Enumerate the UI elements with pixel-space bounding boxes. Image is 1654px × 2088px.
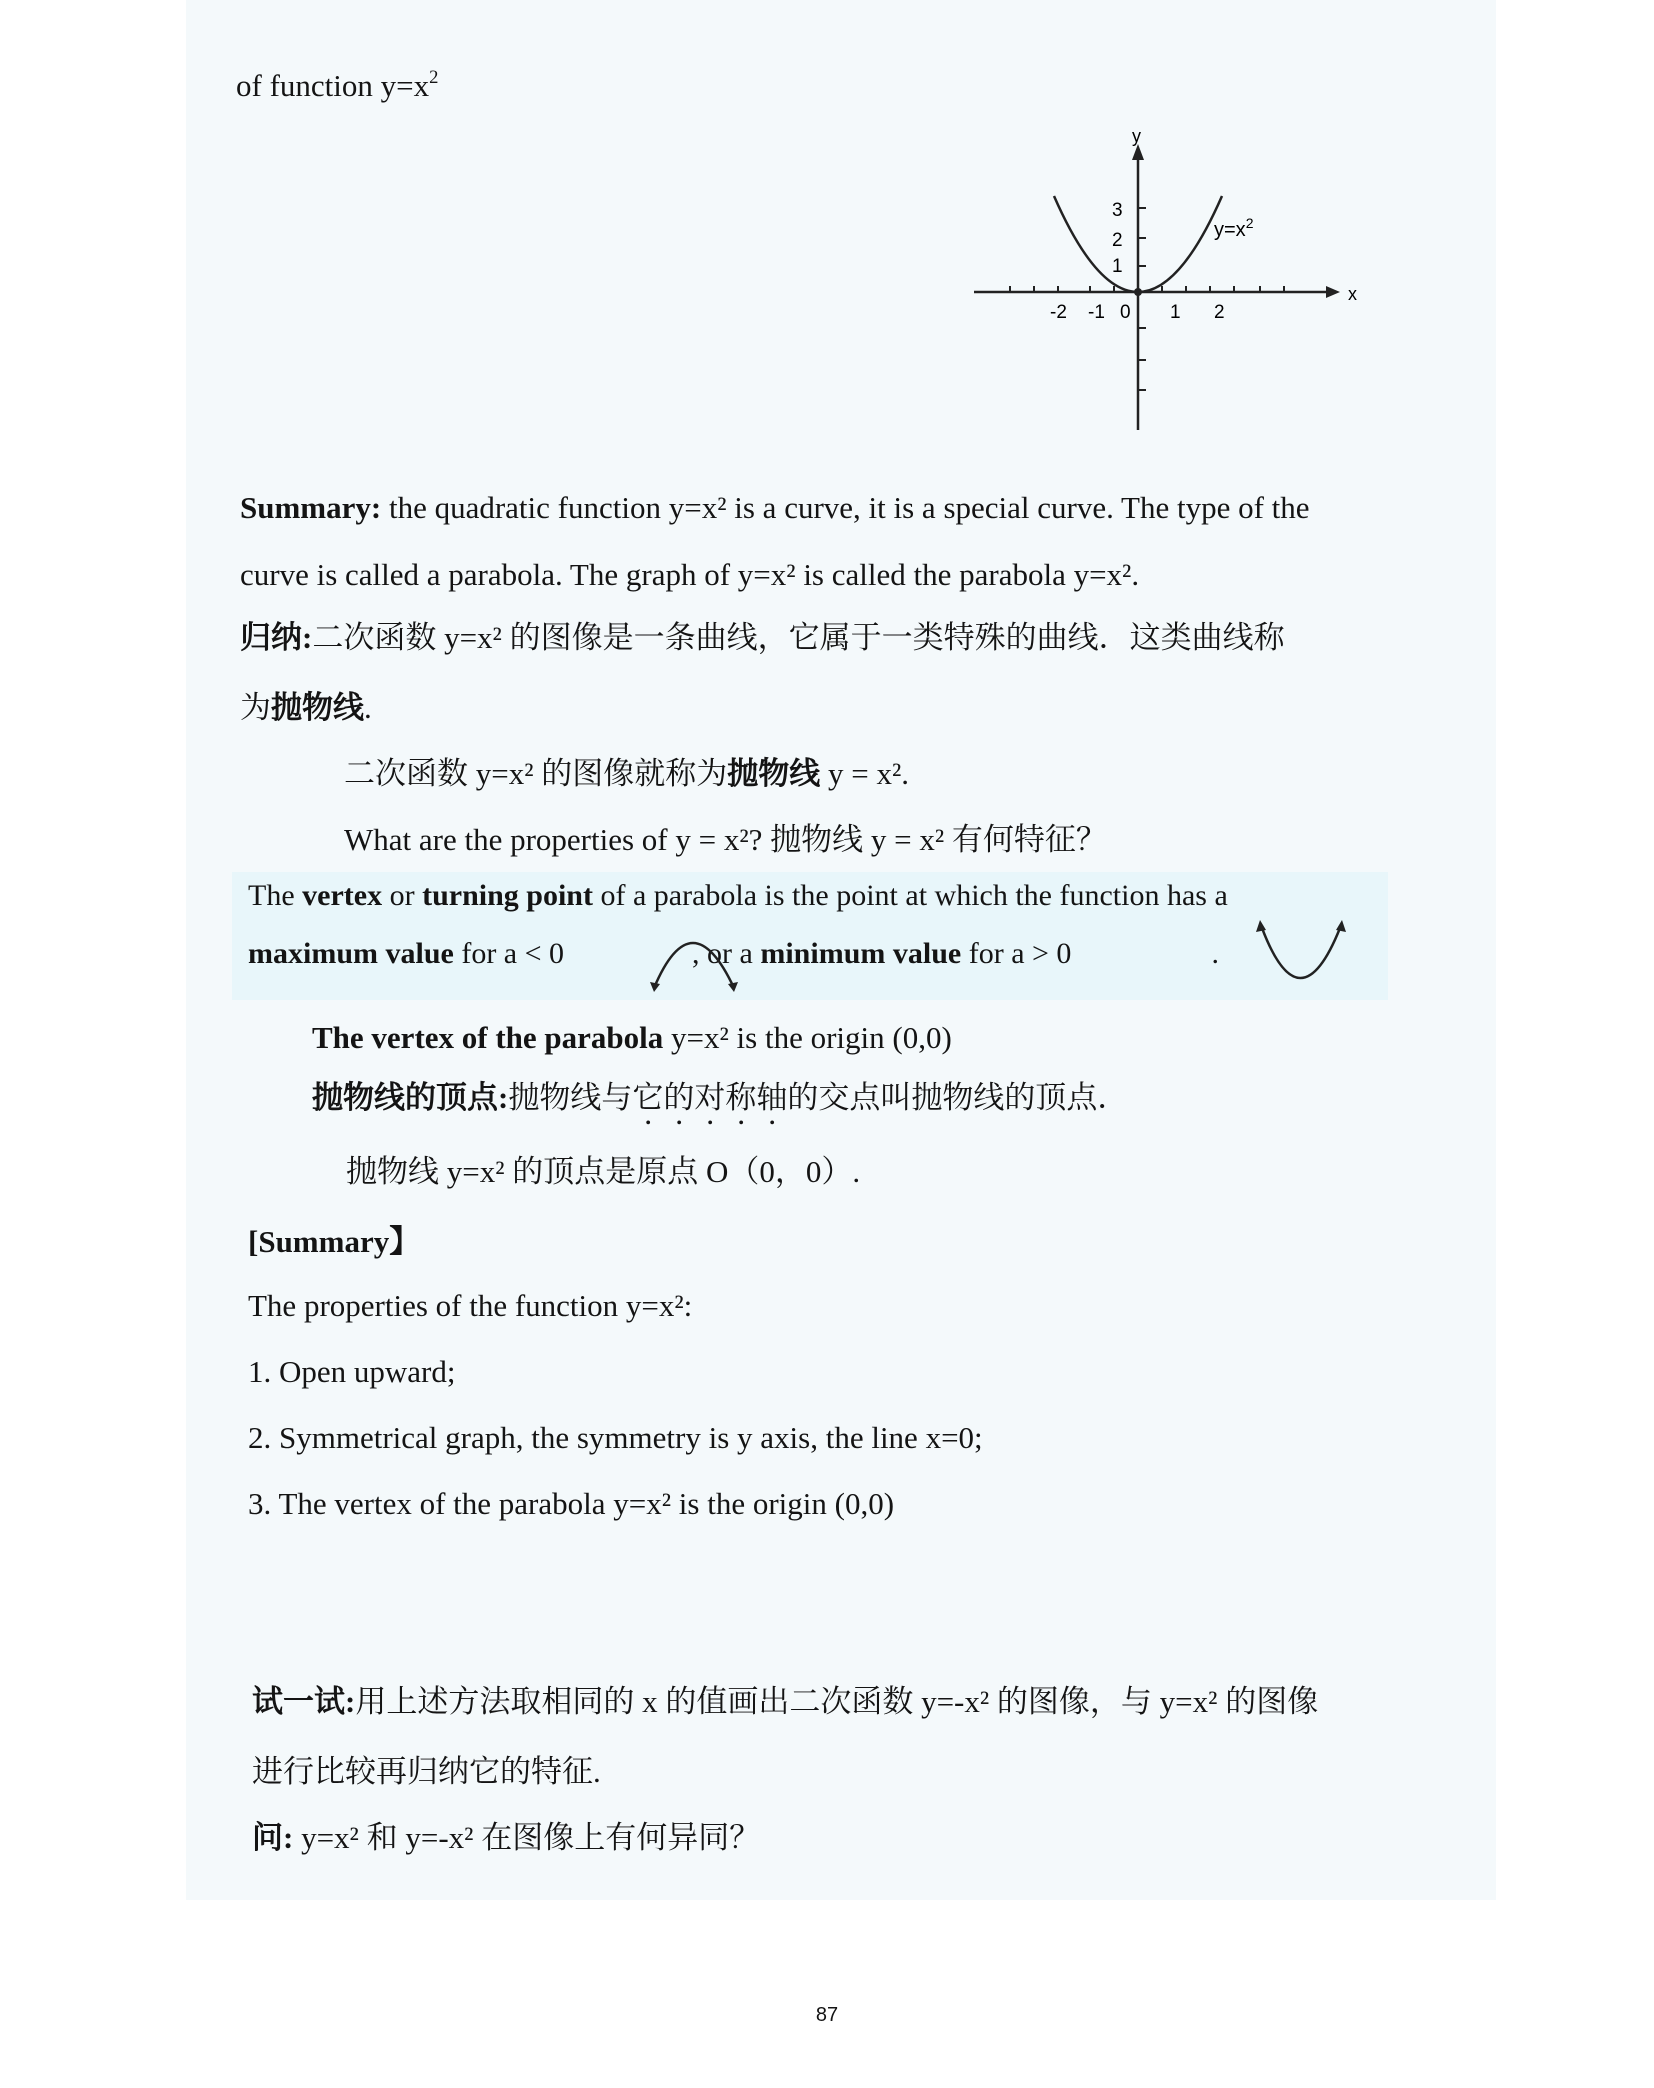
- vertex-def-line1: The vertex or turning point of a parabola is the point at which the function has a: [248, 879, 1228, 912]
- y-tick-label: 2: [1112, 230, 1123, 251]
- zh-parabola-line: 二次函数 y=x² 的图像就称为抛物线 y = x².: [344, 756, 910, 791]
- ask-line: 问: y=x² 和 y=-x² 在图像上有何异同？: [252, 1820, 761, 1855]
- summary2-intro: The properties of the function y=x²:: [248, 1288, 693, 1323]
- y-axis-arrow: [1132, 144, 1144, 160]
- y-axis-label: y: [1132, 128, 1141, 146]
- top-line: of function $y=x^2$: [236, 66, 439, 103]
- summary-en-line1: Summary: the quadratic function y=x² is a curve, it is a special curve. The type of the: [240, 490, 1310, 525]
- x-axis-arrow: [1326, 286, 1340, 298]
- x-tick-label: -1: [1088, 302, 1105, 323]
- x-tick-label: 0: [1120, 302, 1131, 323]
- x-tick-label: -2: [1050, 302, 1067, 323]
- x-tick-label: 1: [1170, 302, 1181, 323]
- up-parabola-icon: [1254, 918, 1354, 984]
- page-number: 87: [815, 2004, 839, 2026]
- try-line2: 进行比较再归纳它的特征.: [252, 1754, 601, 1789]
- question-line: What are the properties of y = x²? 抛物线 y = x² 有何特征？: [344, 822, 1107, 857]
- y-tick-label: 1: [1112, 256, 1123, 277]
- x-tick-label: 2: [1214, 302, 1225, 323]
- origin-point: [1134, 288, 1142, 296]
- summary-zh-line1: 归纳:二次函数 y=x² 的图像是一条曲线，它属于一类特殊的曲线．这类曲线称: [240, 620, 1285, 655]
- vertex-en-line: The vertex of the parabola y=x² is the origin (0,0): [312, 1020, 952, 1055]
- summary-zh-line2: 为抛物线.: [240, 690, 372, 725]
- curve-label: $y=x^2$: [1214, 215, 1254, 241]
- summary2-heading: [Summary】: [248, 1224, 421, 1259]
- list-item: 2. Symmetrical graph, the symmetry is y axis, the line x=0;: [248, 1420, 983, 1455]
- vertex-zh-line: 抛物线的顶点:抛物线与它的对称轴的交点叫抛物线的顶点．: [312, 1080, 1129, 1115]
- summary-en-line2: curve is called a parabola. The graph of y=x² is called the parabola y=x².: [240, 557, 1140, 592]
- y-tick-label: 3: [1112, 200, 1123, 221]
- try-line1: 试一试:用上述方法取相同的 x 的值画出二次函数 y=-x² 的图像，与 y=x² 的图像: [252, 1684, 1319, 1719]
- down-parabola-icon: [648, 922, 748, 994]
- parabola-graph: [960, 128, 1380, 438]
- x-axis-label: x: [1348, 284, 1357, 304]
- vertex-zh-line2: 抛物线 y=x² 的顶点是原点 O（0，0）.: [346, 1154, 861, 1189]
- list-item: 3. The vertex of the parabola y=x² is the origin (0,0): [248, 1486, 895, 1521]
- vertex-def-line2: maximum value for a < 0 , or a minimum value for a > 0 .: [248, 937, 1219, 970]
- list-item: 1. Open upward;: [248, 1354, 456, 1389]
